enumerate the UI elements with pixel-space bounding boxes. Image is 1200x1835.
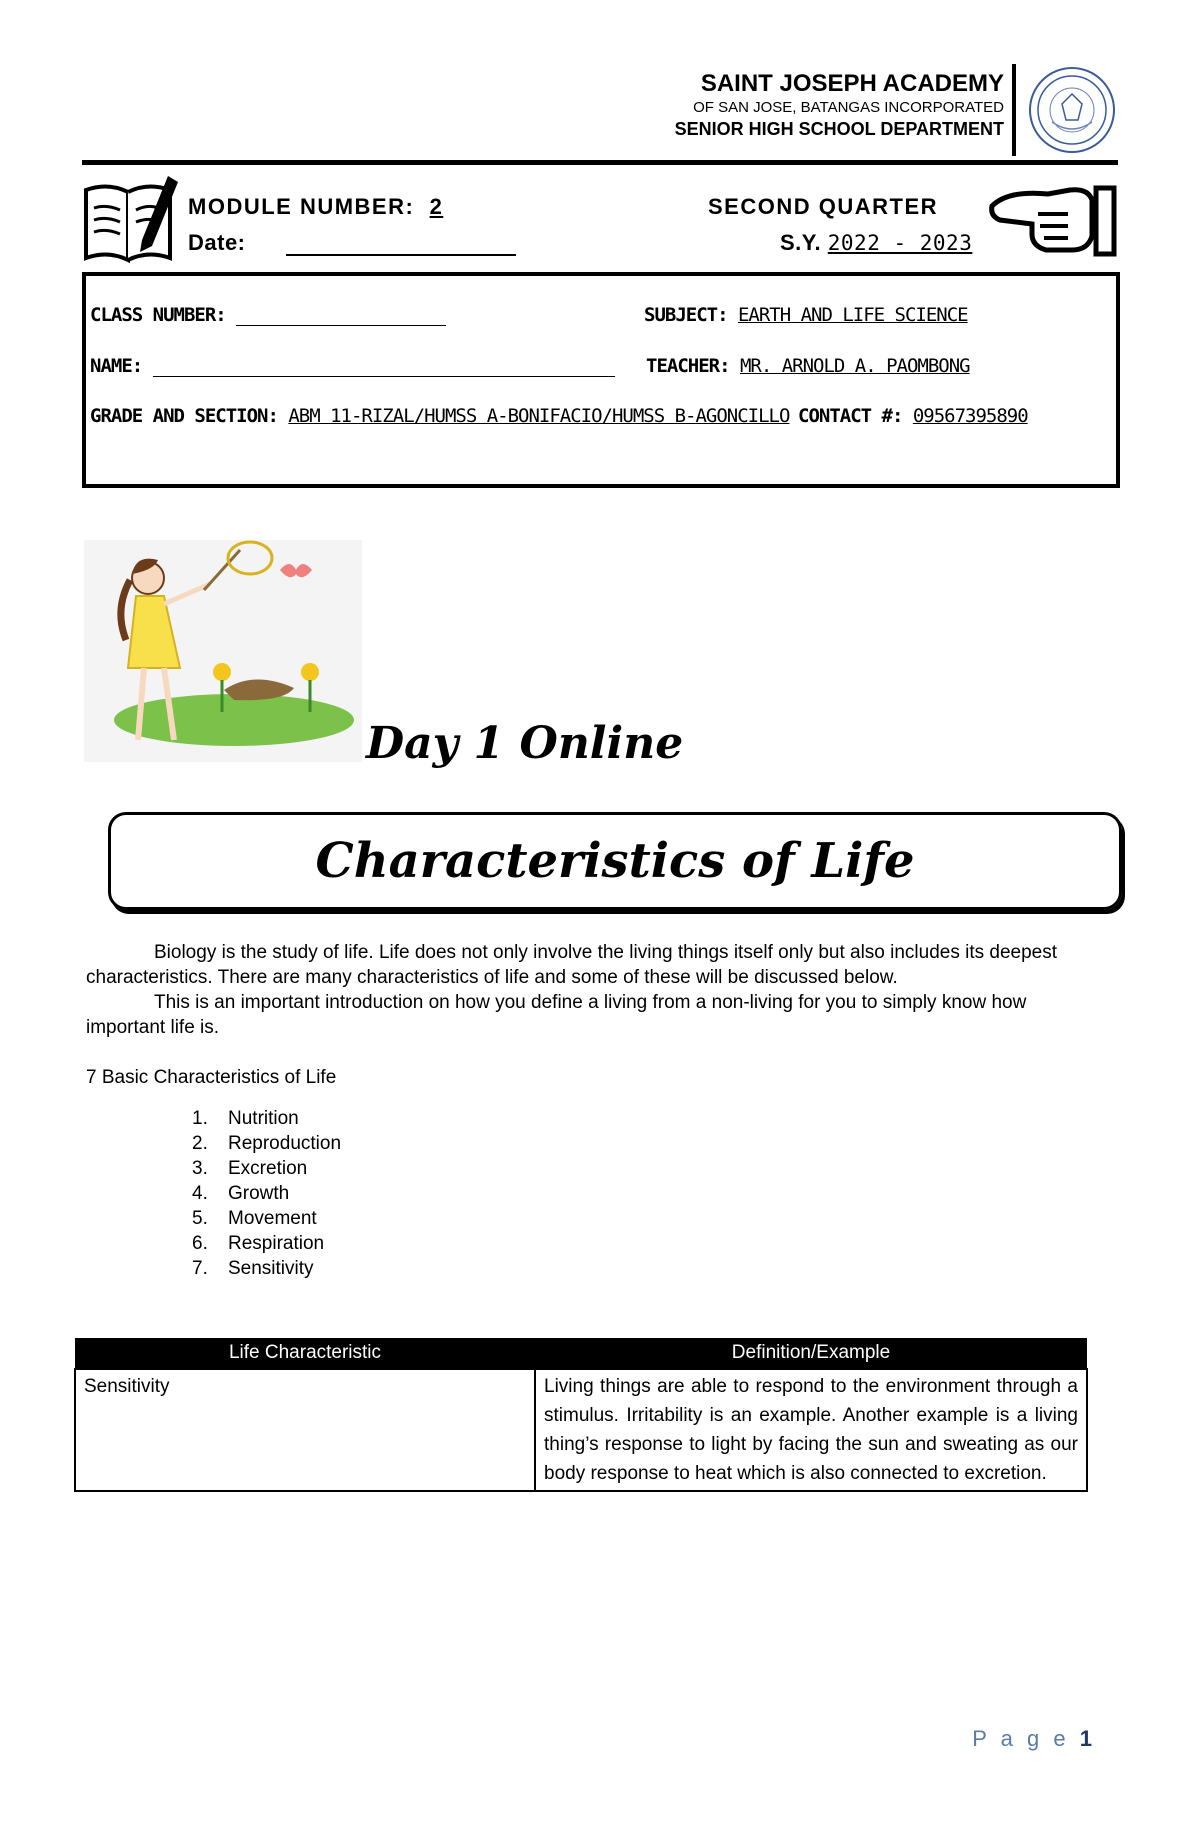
girl-butterfly-illustration: [84, 540, 362, 762]
day-title: Day 1 Online: [366, 718, 684, 769]
list-item: 2. Reproduction: [192, 1133, 342, 1154]
school-header: [675, 70, 1004, 140]
name-field: NAME:: [90, 355, 615, 377]
class-number-field: CLASS NUMBER:: [90, 304, 446, 326]
list-item: 3. Excretion: [192, 1158, 308, 1179]
module-date: Date:: [188, 230, 516, 256]
lesson-title: Characteristics of Life: [315, 833, 915, 889]
quarter-label: SECOND QUARTER: [708, 194, 939, 219]
school-year: S.Y. 2022 - 2023: [780, 230, 973, 255]
school-name: SAINT JOSEPH ACADEMY: [700, 70, 1004, 97]
list-item: 7. Sensitivity: [192, 1258, 314, 1279]
list-item: 5. Movement: [192, 1208, 317, 1229]
table-header-row: [75, 1338, 1087, 1369]
list-item: 4. Growth: [192, 1183, 290, 1204]
characteristics-list: [86, 1106, 1106, 1281]
teacher-field: TEACHER: MR. ARNOLD A. PAOMBONG: [646, 355, 970, 377]
page-number: P a g e 1: [972, 1726, 1096, 1751]
table-header-characteristic: Life Characteristic: [75, 1338, 535, 1369]
module-number: MODULE NUMBER: 2: [188, 194, 444, 219]
header-divider: [1012, 64, 1016, 156]
lesson-title-box: [108, 812, 1122, 910]
lesson-body: [86, 940, 1106, 1281]
subject-field: SUBJECT: EARTH AND LIFE SCIENCE: [644, 304, 968, 326]
list-item: 6. Respiration: [192, 1233, 325, 1254]
header-rule: [82, 160, 1118, 165]
school-subtitle: OF SAN JOSE, BATANGAS INCORPORATED: [693, 99, 1004, 116]
date-blank[interactable]: [286, 234, 516, 256]
table-header-definition: Definition/Example: [535, 1338, 1087, 1369]
list-item: 1. Nutrition: [192, 1108, 299, 1129]
intro-paragraph-1: Biology is the study of life. Life does not only involve the living things itself only but also includes its deepest characteristics. There are many characteristics of life and some of these will be discussed below.: [86, 942, 1058, 988]
intro-paragraph-2: This is an important introduction on how you define a living from a non-living for you to simply know how important life is.: [86, 992, 1027, 1038]
table-cell-definition: Living things are able to respond to the environment through a stimulus. Irritability is an example. Another example is a living thing’s response to light by facing the sun and sweating as our body response to heat which is also connected to excretion.: [535, 1369, 1087, 1491]
school-department: SENIOR HIGH SCHOOL DEPARTMENT: [674, 119, 1004, 139]
book-pencil-icon: [82, 168, 180, 268]
table-cell-characteristic: Sensitivity: [75, 1369, 535, 1491]
name-blank[interactable]: [153, 358, 615, 377]
contact-field: CONTACT #: 09567395890: [798, 405, 1028, 427]
list-heading: 7 Basic Characteristics of Life: [86, 1067, 337, 1088]
school-seal-icon: [1024, 64, 1120, 156]
class-number-blank[interactable]: [236, 307, 446, 326]
characteristics-table: [74, 1338, 1088, 1492]
pointing-hand-icon: [988, 176, 1120, 260]
grade-section-field: GRADE AND SECTION: ABM 11-RIZAL/HUMSS A-BONIFACIO/HUMSS B-AGONCILLO: [90, 405, 790, 427]
table-row: [75, 1369, 1087, 1491]
